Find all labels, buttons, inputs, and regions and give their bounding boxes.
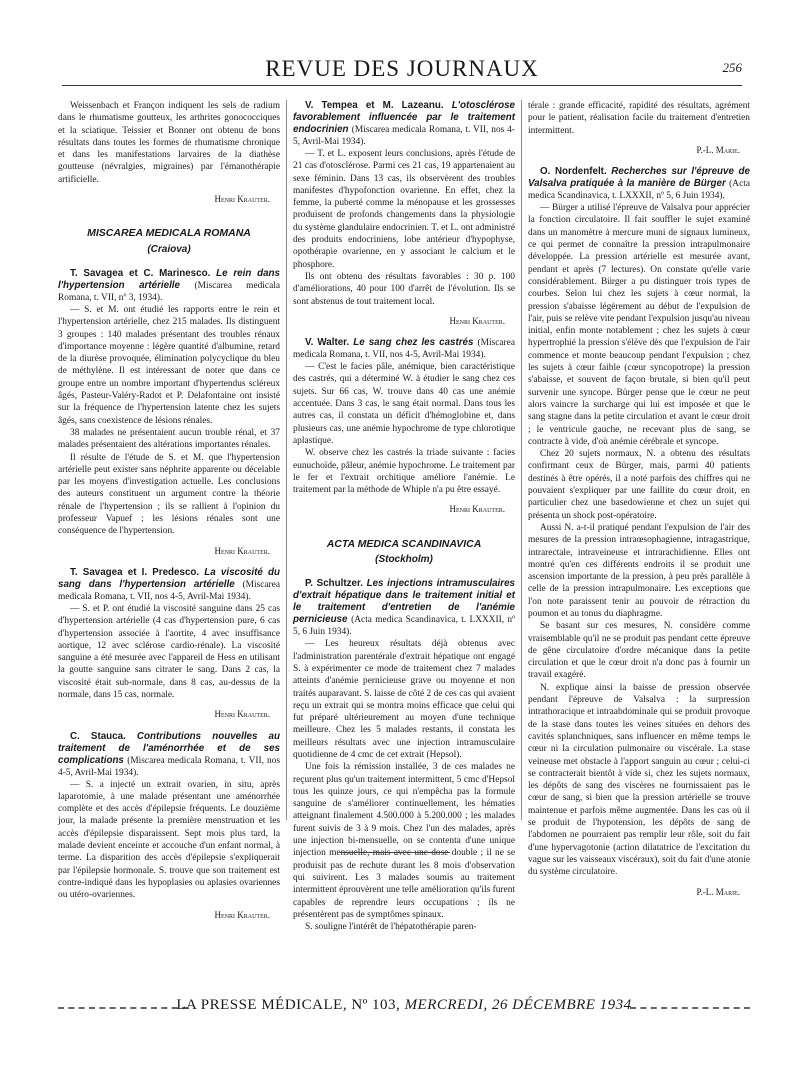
paragraph: — Bürger a utilisé l'épreuve de Valsalva pour apprécier la fonction circulatoire. Il fait souffler le sujet examiné dans un manomètre à mercure muni de signaux lumineux, ce qui permet de connaître la pression intrapulmonaire développée. La pression artérielle est mesurée avant, pendant et après (7 lectures). On constate qu'elle varie considérablement. Bürger a pu distinguer trois types de courbes. Selon lui chez les sujets à cœur normal, la pression s'abaisse légèrement au début de l'expulsion de l'air, puis se relève vite pendant l'expulsion jusqu'au niveau initial, enfin monte notablement ; chez les sujets à cœur hypertrophié la pression s'élève dès que l'expulsion de l'air commence et monte beaucoup pendant l'expulsion ; chez les sujets à cœur faible (cœur syncopotrope) la pression s'abaisse, et souvent de façon brutale, si bien qu'il peut survenir une syncope. Bürger pense que le cœur ne peut alors vaincre la surcharge qui lui est imposée et que le sang stagne dans la petite circulation et avant le cœur droit ; le ventricule gauche, ne recevant plus de sang, se contracte à vide, d'où anémie cérébrale et syncope. [528,203,750,447]
paragraph: Ils ont obtenu des résultats favorables : 30 p. 100 d'améliorations, 40 pour 100 d'arrêt de l'évolution. Ils se sont abstenus de tout traitement local. [293,271,515,307]
article-reference: (Acta medica Scandinavica, t. LXXXII, nº 5, 6 Juin 1934). [528,179,750,202]
footer-text [58,997,750,1014]
article-authors: O. Nordenfelt. [540,166,607,178]
signature: Henri Krauter. [214,545,270,556]
section-subtitle: (Craiova) [147,243,191,255]
article-authors: V. Walter. [305,337,350,349]
article-authors: V. Tempea et M. Lazeanu. [305,100,444,111]
section-title: ACTA MEDICA SCANDINAVICA [326,537,482,550]
paragraph: — S. et P. ont étudié la viscosité sanguine dans 25 cas d'hypertension artérielle (4 cas d'hypertension pure, 6 cas d'hypertension associée à l'aortite, 4 avec insuffisance aortique, 12 avec sclérose cardio-rénale). La viscosité sanguine a été mesurée avec l'appareil de Hess en utilisant la goutte sanguine sans citrater le sang. Dans 2 cas, la viscosité était sub-normale, dans 8 cas, au-dessus de la normale, dans 15 cas, normale. [58,603,280,700]
article-authors: C. Stauca. [70,730,126,742]
paragraph: — T. et L. exposent leurs conclusions, après l'étude de 21 cas d'otosclérose. Parmi ces 21 cas, 19 appartenaient au sexe féminin. Dans 13 cas, ils observèrent des troubles manifestes d'hypofonction ovarienne. En effet, chez la femme, la puberté comme la ménopause et les grossesses produisent de profonds changements dans la physiologie du système glandulaire endocrinien. T. et L. ont administré des produits endocriniens, lobe antérieur d'hypophyse, opothérapie ovarienne, en y associant le calcium et le phosphore. [293,149,515,270]
signature: Henri Krauter. [214,909,270,920]
column-1 [58,100,280,931]
paragraph: W. observe chez les castrés la triade suivante : facies eunuchoïde, pâleur, anémie hypochrome. Le traitement par le fer et l'extrait orchitique améliore l'anémie. Le traitement par la méthode de Whiple n'a pu être essayé. [293,448,515,496]
signature: Henri Krauter. [449,504,505,515]
article-authors: T. Savagea et C. Marinesco. [70,267,211,279]
paragraph: — C'est le facies pâle, anémique, bien caractéristique des castrés, qui a déterminé W. à étudier le sang chez ces sujets. Sur 66 cas, W. trouve dans 40 cas une anémie accentuée. Dans 3 cas, le sang était normal. Dans tous les autres cas, il constata un déficit d'hémoglobine et, dans plusieurs cas, une anémie hypochrome de type chlorotique aplastique. [293,362,515,446]
section-title: MISCAREA MEDICALA ROMANA [87,227,251,240]
end-separator-rule [340,852,450,853]
article-heading [58,567,280,603]
journal-section-title: REVUE DES JOURNAUX [265,56,539,81]
header-rule [62,85,742,86]
article-reference: (Miscarea medicala Romana, t. VII, nº 3, 1934). [58,280,280,303]
page-header [62,54,742,86]
article-authors: P. Schultzer. [305,578,363,590]
article-title: Le rein dans l'hypertension artérielle [58,267,280,291]
article-heading [293,100,515,148]
paragraph: Chez 20 sujets normaux, N. a obtenu des résultats confirmant ceux de Bürger, mais, parmi 40 patients destinés à être opérés, il a noté parfois des chiffres qui ne pouvaient s'expliquer par une faillite du cœur droit, en particulier chez une basedowienne et chez un sujet qui présenta un shock post-opératoire. [528,449,750,521]
paragraph: N. explique ainsi la baisse de pression observée pendant l'épreuve de Valsalva : la surpression intrathoracique et intraabdominale qui se produit provoque de la stase dans toutes les veines situées en dehors des cavités splanchniques, sans influencer en même temps le cœur ni la circulation pulmonaire ou viscérale. La stase veineuse met obstacle à l'apport sanguin au cœur ; celui-ci se contracterait bientôt à vide si, chez les sujets normaux, les dépôts de sang des viscères ne fournissaient pas le cœur de sang, si bien que la pression artérielle se trouve maintenue et parfois même augmentée. Dans les cas où il se produit de l'hypotension, les dépôts de sang de l'abdomen ne pourraient pas remplir leur rôle, soit du fait d'une hypervagotonie (action dilatatrice de l'excitation du vague sur les vaisseaux viscéraux), soit du fait d'une atonie du système circulatoire. [528,682,750,878]
article-reference: (Miscarea medicala Romana, t. VII, nos 4-5, Avril-Mai 1934). [58,579,280,602]
article-title: Contributions nouvelles au traitement de l'aménorrhée et de ses complications [58,730,280,766]
article-heading [293,337,515,361]
article-reference: (Miscarea medicala Romana, t. VII, nos 4-5, Avril-Mai 1934). [293,338,515,361]
article-title: Les injections intramusculaires d'extrait hépatique dans le traitement initial et le traitement d'entretien de l'anémie pernicieuse [293,578,515,626]
paragraph: — S. et M. ont étudié les rapports entre le rein et l'hypertension artérielle, chez 215 malades. Ils distinguent 3 groupes : 140 malades présentant des troubles rénaux d'importance moyenne : légère quantité d'albumine, retard de la diurèse provoquée, élimination polycyclique du bleu de méthylène. Il est intéressant de noter que dans ce groupe entre un nombre important d'hypertendus scléreux âgés, Pasteur-Valéry-Radot et P. Delafontaine ont insisté sur la fréquence de l'hypertension latente chez les sujets âgés, sans coexistence de lésions rénales. [58,304,280,426]
page-footer [58,997,750,1021]
column-divider-1 [286,100,287,820]
article-title: La viscosité du sang dans l'hypertension artérielle [58,566,280,590]
column-divider-2 [521,100,522,820]
article-heading [528,166,750,202]
signature: P.-L. Marie. [696,886,740,897]
article-heading [58,731,280,779]
signature: Henri Krauter. [449,315,505,326]
article-reference: (Acta medica Scandinavica, t. LXXXII, nº 5, 6 Juin 1934). [293,615,515,638]
article-heading [58,268,280,304]
article-authors: T. Savagea et I. Predesco. [70,566,200,578]
paragraph: S. souligne l'intérêt de l'hépatothérapie paren- [305,922,477,933]
paragraph: 38 malades ne présentaient aucun trouble rénal, et 37 malades présentaient des altérations importantes rénales. [58,427,280,451]
paragraph: Il résulte de l'étude de S. et M. que l'hypertension artérielle peut exister sans néphrite apparente ou décelable par les moyens d'investigation actuelle. Les conclusions des auteurs constituent un argument contre la théorie rénale de l'hypertension ; ils se rallient à l'opinion du professeur Vapuef ; les lésions rénales sont une conséquence de l'hypertension. [58,452,280,537]
article-title: Le sang chez les castrés [353,337,474,349]
article-reference: (Miscarea medicala Romana, t. VII, nos 4-5, Avril-Mai 1934). [293,125,515,147]
article-heading [293,578,515,638]
paragraph: — S. a injecté un extrait ovarien, in situ, après laparotomie, à une malade présentant une aménorrhée complète et des accès d'épilepsie fréquents. Le douzième jour, la malade présente la première menstruation et les accès d'épilepsie disparaissent. Sept mois plus tard, la malade devient enceinte et accouche d'un enfant normal, à terme. La disparition des accès d'épilepsie s'expliquerait par l'épilepsie hormonale. S. trouve que son traitement est contre-indiqué dans les hypoplasies ou aplasies ovariennes ou utéro-ovariennes. [58,779,280,901]
section-subtitle: (Stockholm) [375,554,433,566]
footer-journal: LA PRESSE MÉDICALE, Nº 103, [176,997,401,1013]
signature: Henri Krauter. [214,709,270,720]
signature: Henri Krauter. [214,194,270,205]
article-title: L'otosclérose favorablement influencée par le traitement endocrinien [293,100,515,135]
paragraph: Se basant sur ces mesures, N. considère comme vraisemblable qu'il ne se produit pas pendant cette épreuve de gêne circulatoire d'ordre mécanique dans la petite circulation et que le cœur droit n'a donc pas à fournir un travail exagéré. [528,621,750,681]
article-title: Recherches sur l'épreuve de Valsalva pratiquée à la manière de Bürger [528,166,750,190]
page-number: 256 [722,60,742,75]
paragraph: térale : grande efficacité, rapidité des résultats, agrément pour le patient, réalisation facile du traitement d'entretien intermittent. [528,101,750,136]
paragraph: Une fois la rémission installée, 3 de ces malades ne reçurent plus qu'un traitement intermittent, 5 cmc d'Hepsol tous les quinze jours, ce qui n'empêcha pas la formule sanguine de s'améliorer continuellement, les hématies atteignant finalement 4.500.000 à 5.200.000 ; les malades furent suivis de 3 à 9 mois. Chez l'un des malades, après une injection bi-mensuelle, on se contenta d'une unique injection mensuelle, mais avec une dose double ; il ne se produisit pas de rechute durant les 8 mois d'observation qui suivirent. Les 3 malades soumis au traitement intermittent éprouvèrent une telle amélioration qu'ils furent capables de reprendre leurs occupations ; ils ne présentèrent pas de symptômes spinaux. [293,762,515,920]
paragraph: Aussi N. a-t-il pratiqué pendant l'expulsion de l'air des mesures de la pression intraœsophagienne, intragastrique, intrarectale, intraveineuse et intrarachidienne. Elles ont montré qu'en ces différents endroits il se produit une ascension importante de la pression, à peu près parallèle à celle de la pression intrapulmonaire. Les exceptions que l'on note paraissent tenir au pouvoir de rétraction du poumon et au tonus du diaphragme. [528,522,750,619]
article-reference: (Miscarea medicala Romana, t. VII, nos 4-5, Avril-Mai 1934). [58,755,280,778]
paragraph: — Les heureux résultats déjà obtenus avec l'administration parentérale d'extrait hépatique ont engagé S. à expérimenter ce mode de traitement chez 7 malades atteints d'anémie pernicieuse grave ou moyenne et non traités auparavant. S. laisse de côté 2 de ces cas qui avaient reçu un extrait qui se montra moins efficace que celui qui fut préparé ultérieurement au moyen d'une technique meilleure. Chez les 5 malades restants, il constata les meilleurs résultats avec une injection intramusculaire quotidienne de 4 cmc de cet extrait (Hepsol). [293,639,515,760]
column-2 [293,100,515,933]
column-3 [528,100,750,908]
paragraph: Weissenbach et Françon indiquent les sels de radium dans le rhumatisme goutteux, les arthrites gonococciques et la sciatique. Teissier et Bonner ont obtenu de bons résultats dans toutes les formes de rhumatisme chronique et dans les manifestations larvaires de la diathèse goutteuse (névralgies, migraines) par l'émanothérapie artificielle. [58,101,280,185]
signature: P.-L. Marie. [696,144,740,155]
footer-date: MERCREDI, 26 DÉCEMBRE 1934 [404,997,632,1013]
